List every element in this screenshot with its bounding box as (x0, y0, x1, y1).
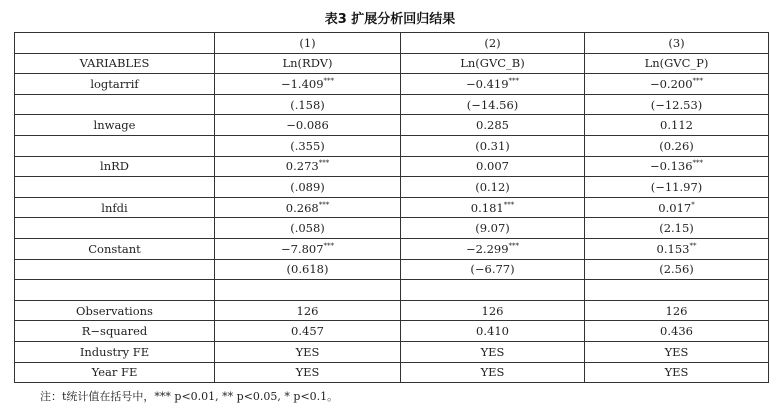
cell-value: YES (664, 365, 689, 380)
row-label: R−squared (15, 321, 215, 342)
table-row (15, 321, 769, 342)
table-row (15, 156, 769, 177)
cell-value: 0.436 (660, 324, 693, 339)
table-row (15, 115, 769, 136)
table-note: 注：t统计值在括号中，*** p<0.01, ** p<0.05, * p<0.1。 (40, 390, 339, 403)
table-row (15, 218, 769, 239)
significance-stars: * (691, 200, 695, 209)
cell-value: (2.15) (659, 221, 694, 236)
cell-value: 0.273 (285, 159, 319, 174)
table-cell (585, 197, 769, 218)
table-row (15, 197, 769, 218)
cell-value: −0.200 (649, 76, 693, 91)
table-cell (585, 259, 769, 280)
cell-value: YES (295, 344, 320, 359)
cell-value: (.355) (290, 138, 325, 153)
table-cell (215, 341, 401, 362)
table-row (15, 74, 769, 95)
table-cell (401, 135, 585, 156)
cell-value: 0.457 (291, 324, 324, 339)
cell-value: 0.268 (285, 200, 319, 215)
significance-stars: ** (689, 241, 697, 250)
header-cell: Ln(GVC_B) (401, 53, 585, 74)
header-cell: (2) (401, 33, 585, 54)
significance-stars: *** (503, 200, 515, 209)
row-label: Year FE (15, 362, 215, 383)
row-label (15, 135, 215, 156)
table-cell (585, 238, 769, 259)
table-cell (401, 300, 585, 321)
header-cell: (3) (585, 33, 769, 54)
significance-stars: *** (323, 77, 335, 86)
row-label: Observations (15, 300, 215, 321)
table-cell (401, 74, 585, 95)
cell-value: (9.07) (475, 221, 510, 236)
table-cell (215, 115, 401, 136)
row-label: lnRD (15, 156, 215, 177)
table-row (15, 177, 769, 198)
header-cell: Ln(GVC_P) (585, 53, 769, 74)
table-row (15, 300, 769, 321)
table-row (15, 135, 769, 156)
table-cell (215, 156, 401, 177)
cell-value: −2.299 (465, 241, 509, 256)
table-cell (585, 300, 769, 321)
table-cell (585, 94, 769, 115)
significance-stars: *** (508, 77, 520, 86)
row-label: lnwage (15, 115, 215, 136)
table-row (15, 259, 769, 280)
header-cell: (1) (215, 33, 401, 54)
cell-value: (.158) (290, 97, 325, 112)
table-cell (401, 341, 585, 362)
cell-value: YES (295, 365, 320, 380)
row-label (15, 94, 215, 115)
table-cell (401, 156, 585, 177)
cell-value: 0.285 (476, 118, 509, 133)
cell-value: 0.007 (476, 159, 509, 174)
cell-value: (0.618) (286, 262, 329, 277)
table-cell (215, 300, 401, 321)
table-cell (401, 362, 585, 383)
cell-value: (0.12) (475, 179, 510, 194)
cell-value: −0.136 (649, 159, 693, 174)
cell-value: 0.181 (470, 200, 504, 215)
significance-stars: *** (323, 241, 335, 250)
table-row (15, 341, 769, 362)
table-cell (215, 218, 401, 239)
header-row-numbers (15, 33, 769, 54)
table-cell (401, 177, 585, 198)
significance-stars: *** (318, 200, 330, 209)
row-label: lnfdi (15, 197, 215, 218)
table-row (15, 94, 769, 115)
significance-stars: *** (318, 159, 330, 168)
cell-value: 126 (481, 303, 504, 318)
header-cell: VARIABLES (15, 53, 215, 74)
table-cell (215, 238, 401, 259)
row-label: Constant (15, 238, 215, 259)
table-cell (585, 280, 769, 301)
table-cell (215, 321, 401, 342)
table-cell (215, 74, 401, 95)
table-cell (401, 94, 585, 115)
table-cell (585, 341, 769, 362)
header-row-variables (15, 53, 769, 74)
table-cell (401, 197, 585, 218)
table-cell (215, 135, 401, 156)
table-cell (215, 197, 401, 218)
cell-value: 0.410 (476, 324, 509, 339)
header-cell (15, 33, 215, 54)
cell-value: 126 (665, 303, 688, 318)
cell-value: (2.56) (659, 262, 694, 277)
table-cell (585, 321, 769, 342)
significance-stars: *** (508, 241, 520, 250)
table-cell (585, 115, 769, 136)
table-cell (215, 177, 401, 198)
row-label (15, 218, 215, 239)
table-cell (585, 177, 769, 198)
cell-value: (−12.53) (650, 97, 703, 112)
significance-stars: *** (692, 159, 704, 168)
table-cell (215, 259, 401, 280)
row-label (15, 177, 215, 198)
table-cell (585, 74, 769, 95)
cell-value: −7.807 (280, 241, 324, 256)
table-cell (215, 362, 401, 383)
cell-value: (−6.77) (470, 262, 515, 277)
significance-stars: *** (692, 77, 704, 86)
cell-value: 0.112 (660, 118, 693, 133)
table-cell (401, 238, 585, 259)
table-title: 表3 扩展分析回归结果 (324, 12, 456, 27)
table-row (15, 280, 769, 301)
table-cell (401, 280, 585, 301)
table-cell (401, 321, 585, 342)
cell-value: −1.409 (280, 76, 324, 91)
row-label (15, 280, 215, 301)
row-label: Industry FE (15, 341, 215, 362)
table-cell (585, 362, 769, 383)
cell-value: −0.419 (465, 76, 509, 91)
cell-value: YES (664, 344, 689, 359)
cell-value: (.089) (290, 179, 325, 194)
row-label: logtarrif (15, 74, 215, 95)
table-cell (215, 280, 401, 301)
cell-value: YES (480, 344, 505, 359)
header-cell: Ln(RDV) (215, 53, 401, 74)
cell-value: −0.086 (286, 118, 329, 133)
table-cell (401, 259, 585, 280)
table-row (15, 238, 769, 259)
table-cell (215, 94, 401, 115)
table-cell (585, 156, 769, 177)
cell-value: (−11.97) (650, 179, 703, 194)
cell-value: (0.31) (475, 138, 510, 153)
cell-value: 126 (296, 303, 319, 318)
cell-value: (.058) (290, 221, 325, 236)
cell-value: (−14.56) (466, 97, 519, 112)
table-cell (585, 218, 769, 239)
table-cell (401, 115, 585, 136)
table-cell (401, 218, 585, 239)
table-row (15, 362, 769, 383)
row-label (15, 259, 215, 280)
regression-table (14, 32, 769, 383)
table-cell (585, 135, 769, 156)
cell-value: (0.26) (659, 138, 694, 153)
cell-value: 0.153 (656, 241, 690, 256)
cell-value: 0.017 (658, 200, 692, 215)
cell-value: YES (480, 365, 505, 380)
